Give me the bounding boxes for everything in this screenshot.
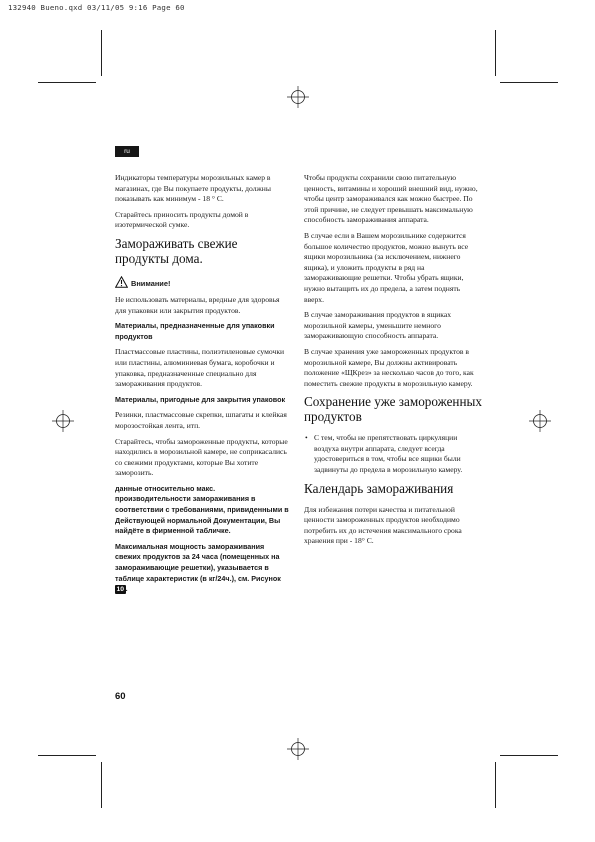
bullet-list [304, 433, 482, 475]
section-heading: Сохранение уже замороженных продуктов [304, 394, 483, 425]
paragraph: Для избежания потери качества и питательной ценности замороженных продуктов необходимо потребить их до истечения максимального срока хранения при - 18° С. [304, 504, 462, 546]
page-number: 60 [115, 691, 126, 702]
punctuation: . [125, 584, 128, 594]
paragraph: В случае если в Вашем морозильнике содержится большое количество продуктов, можно вынуть все ящики морозильника (за исключением, нижнего ящика), и уложить продукты в ряд на замораживающие решетки. Чтобы убрать ящики, нужно вытащить их до предела, а затем поднять вверх. [304, 230, 469, 304]
warning-label: Внимание! [131, 279, 171, 289]
section-heading: Замораживать свежие продукты дома. [115, 235, 238, 266]
bold-note [115, 542, 290, 595]
paragraph: Резинки, пластмассовые скрепки, шпагаты и клейкая морозостойкая лента, итп. [115, 410, 287, 430]
crop-mark [495, 762, 496, 808]
registration-target-icon [529, 410, 551, 432]
crop-mark [495, 30, 496, 76]
warning-triangle-icon [115, 275, 128, 293]
section-heading: Календарь замораживания [304, 480, 454, 496]
paragraph: Пластмассовые пластины, полиэтиленовые сумочки или пластины, алюминиевая бумага, коробочки и упаковка, предназначенные специально для замораживания продуктов. [115, 347, 285, 389]
crop-mark [500, 82, 558, 83]
print-slug: 132940 Bueno.qxd 03/11/05 9:16 Page 60 [8, 3, 185, 12]
bold-note: данные относительно макс. производительности замораживания в соответствии с требованиями, привиденными в Действующей нормальной Документации, Вы найдёте в фирменной табличке. [115, 483, 289, 536]
list-item-text: С тем, чтобы не препятствовать циркуляции воздуха внутри аппарата, следует всегда удостовериться в том, чтобы все ящики были задвинуты до предела в морозильную камеру. [314, 433, 463, 475]
bold-note-text: Максимальная мощность замораживания свежих продуктов за 24 часа (помещенных на замораживающие решетки), указывается в таблице характеристик (в кг/24ч.), см. Рисунок [115, 541, 281, 583]
paragraph: Старайтесь, чтобы замороженные продукты, которые находились в морозильной камере, не соприкасались со свежими продуктами, которые Вы хотите заморозить. [115, 436, 288, 478]
subheading: Материалы, пригодные для закрытия упаковок [115, 394, 286, 404]
bullet-glyph: • [305, 433, 308, 443]
registration-target-icon [52, 410, 74, 432]
list-item [304, 433, 482, 475]
paragraph: В случае хранения уже замороженных продуктов в морозильной камере, Вы должны активировать положение «ЩКрез» за несколько часов до того, как поместить свежие продукты в морозильную камеру. [304, 346, 474, 388]
paragraph: В случае замораживания продуктов в ящиках морозильной камеры, уменьшите немного замораживающую способность аппарата. [304, 310, 452, 341]
registration-target-icon [287, 738, 309, 760]
left-column [115, 173, 290, 600]
subheading: Материалы, предназначенные для упаковки продуктов [115, 321, 275, 341]
crop-mark [500, 755, 558, 756]
crop-mark [101, 762, 102, 808]
registration-target-icon [287, 86, 309, 108]
paragraph: Индикаторы температуры морозильных камер в магазинах, где Вы покупаете продукты, должны показывать как минимум - 18 ° С. [115, 173, 271, 204]
crop-mark [38, 82, 96, 83]
crop-mark [101, 30, 102, 76]
warning-row [115, 275, 290, 293]
crop-mark [38, 755, 96, 756]
paragraph: Чтобы продукты сохранили свою питательную ценность, витамины и хороший внешний вид, нужно, чтобы центр замораживался как можно быстрее. По этой причине, не следует превышать максимальную способность замораживания аппарата. [304, 173, 478, 225]
paragraph: Не использовать материалы, вредные для здоровья для упаковки или закрытия продуктов. [115, 294, 280, 315]
figure-reference: 10 [116, 586, 125, 594]
right-column [304, 173, 482, 552]
language-tab: ru [115, 146, 139, 157]
paragraph: Старайтесь приносить продукты домой в изотермической сумке. [115, 209, 249, 230]
